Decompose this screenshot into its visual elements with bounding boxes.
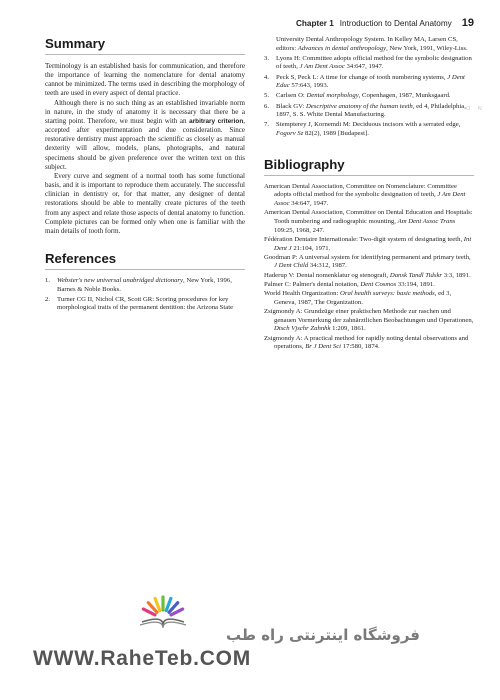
keyword-arbitrary-criterion: arbitrary criterion	[189, 117, 244, 125]
reference-title: Webster's new universal unabridged dictionary	[57, 276, 184, 284]
reference-item: 4. Peck S, Peck L: A time for change of tooth numbering systems, J Dent Educ 57:643, 1993.	[264, 73, 465, 90]
references-list	[45, 277, 245, 313]
bibliography-item: American Dental Association, Committee on Nomenclature: Committee adopts official method for the symbolic designation of teeth, J Am Dent Assoc 34:647, 1947.	[264, 182, 466, 208]
references-list-continued	[264, 55, 474, 139]
bibliography-item: World Health Organization: Oral health surveys: basic methods, ed 3, Geneva, 1987, The Organization.	[264, 290, 452, 306]
store-url: WWW.RaheTeb.COM	[33, 647, 252, 670]
bibliography-item: Haderup V: Dental nomenklatur og stenografi, Dansk Tandl Tidskr 3:3, 1891.	[264, 271, 471, 279]
reference-item: 6. Black GV: Descriptive anatomy of the human teeth, ed 4, Philadelphia, 1897, S. S. White Dental Manufacturing.	[264, 102, 466, 119]
reference-number: 2.	[45, 295, 51, 303]
reference-continuation: University Dental Anthropology System. In Kelley MA, Larsen CS, editors: Advances in dental anthropology, New York, 1991, Wiley-Liss.	[276, 36, 468, 52]
summary-paragraph-1: Terminology is an established basis for communication, and therefore the importance of learning the nomenclature for dental anatomy cannot be minimized. The terms used in describing the morphology of teeth are used in every aspect of dental practice.	[45, 62, 245, 98]
summary-heading: Summary	[45, 36, 245, 55]
bibliography-list	[264, 183, 474, 352]
summary-p2-text-b: , accepted after experimentation and due consideration. Since restorative dentistry must approach the scientific as closely as manual dexterity will allow, models, plans, photographs, and natural specimens should be given preference over the written text on this subject.	[45, 116, 245, 171]
summary-paragraph-2	[45, 99, 245, 172]
bibliography-item: Goodman P: A universal system for identifying permanent and primary teeth, J Dent Child 34:312, 1987.	[264, 253, 471, 270]
chapter-label: Chapter 1	[296, 19, 334, 28]
references-heading: References	[45, 251, 245, 270]
reference-item: 1. Webster's new universal unabridged dictionary, New York, 1996, Barnes & Noble Books.	[45, 276, 232, 293]
watermark	[0, 595, 500, 695]
running-header	[296, 17, 474, 29]
right-column	[264, 36, 474, 353]
reference-item	[45, 296, 245, 313]
reference-number: 1.	[45, 276, 51, 284]
summary-paragraph-3: Every curve and segment of a normal tooth has some functional basis, and it is important to reproduce them accurately. The successful clinician in dentistry or, for that matter, any designer of dental restorations should be able to mentally create pictures of the teeth from any aspect and relate those aspects of dental anatomy to function. Complete pictures can be formed only when one is familiar with the main details of tooth form.	[45, 171, 245, 235]
left-column	[45, 36, 245, 315]
bibliography-item: American Dental Association, Committee on Dental Education and Hospitals: Tooth numbering and radiographic mounting, Am Dent Assoc Trans 109:25, 1968, 247.	[264, 209, 473, 234]
store-name-persian: فروشگاه اینترنتی راه طب	[225, 626, 420, 644]
summary-p2-text-a: Although there is no such thing as an established invariable norm in nature, in the study of anatomy it is necessary that there be a starting point. Therefore, we must begin with an	[45, 98, 245, 125]
bibliography-item: Zsigmondy A: Grundzüge einer praktischen Methode zur raschen und genauen Vormerkung der zahnärztlichen Beobachtungen und Operationen, Dtsch Vjschr Zahnhk 1:209, 1861.	[264, 308, 474, 333]
page-number: 19	[461, 17, 474, 29]
ghost-watermark-text: O N	[466, 106, 485, 112]
bibliography-item: Zsigmondy A: A practical method for rapidly noting dental observations and operations, Br J Dent Sci 17:580, 1874.	[264, 334, 469, 351]
chapter-title: Introduction to Dental Anatomy	[339, 19, 452, 28]
bibliography-item: Palmer C: Palmer's dental notation, Dent Cosmos 33:194, 1891.	[264, 280, 435, 288]
bibliography-item: Fédération Dentaire Internationale: Two-digit system of designating teeth, Int Dent J 21:104, 1971.	[264, 235, 472, 252]
open-book-logo-icon	[128, 595, 198, 629]
reference-item: 7. Stempterey J, Kornemdi M: Deciduous incisors with a serrated edge, Fogorv Sz 82(2), 1989 [Budapest].	[264, 121, 461, 138]
reference-text: Turner CG II, Nichol CR, Scott GR: Scoring procedures for key morphological traits of the permanent dentition: the Arizona State	[57, 295, 234, 312]
reference-item: 3. Lyons H: Committee adopts official method for the symbolic designation of teeth, J Am Dent Assoc 34:647, 1947.	[264, 54, 472, 71]
reference-item: 5. Carlsen O: Dental morphology, Copenhagen, 1987, Munksgaard.	[264, 92, 451, 100]
bibliography-heading: Bibliography	[264, 157, 474, 176]
